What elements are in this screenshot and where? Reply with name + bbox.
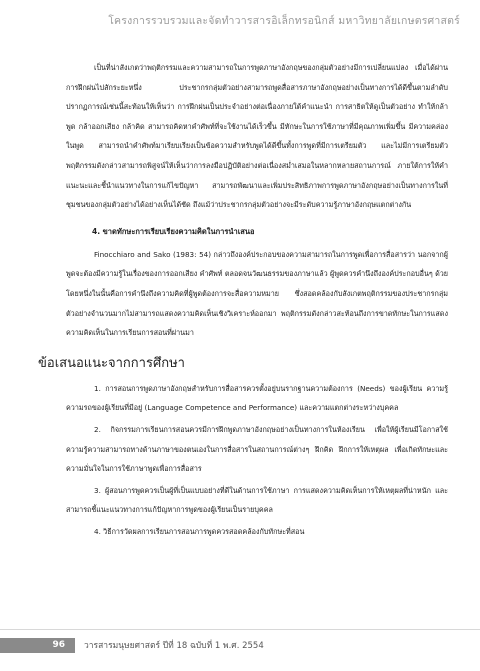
page-content xyxy=(38,58,448,543)
section-title: ข้อเสนอแนะจากการศึกษา xyxy=(38,355,185,371)
subsection-heading: 4. ขาดทักษะการเรียบเรียงความคิดในการนำเสนอ xyxy=(92,226,255,236)
recommendation-item: 2. กิจกรรมการเรียนการสอนควรมีการฝึกพูดภาษาอังกฤษอย่างเป็นทางการในห้องเรียน เพื่อให้ผู้เรียนมีโอกาสใช้ความรู้ความสามารถทางด้านภาษาของตนเองในการสื่อสารในสถานการณ์ต่างๆ ฝึกคิด ฝึกการให้เหตุผล เพื่อเกิดทักษะและความมั่นใจในการใช้ภาษาพูดเพื่อการสื่อสาร xyxy=(66,424,448,474)
page-footer xyxy=(0,629,480,652)
recommendation-item: 3. ผู้สอนการพูดควรเป็นผู้ที่เป็นแบบอย่างที่ดีในด้านการใช้ภาษา การแสดงความคิดเห็นการให้เหตุผลที่น่าหนัก และสามารถชี้แนะแนวทางการแก้ปัญหาการพูดของผู้เรียนเป็นรายบุคคล xyxy=(66,485,448,515)
recommendation-item: 4. วิธีการวัดผลการเรียนการสอนการพูดควรสอดคล้องกับทักษะที่สอน xyxy=(94,526,305,536)
body-paragraph-2: Finocchiaro and Sako (1983: 54) กล่าวถึงองค์ประกอบของความสามารถในการพูดเพื่อการสื่อสารว่า นอกจากผู้พูดจะต้องมีความรู้ในเรื่องของการออกเสียง คำศัพท์ ตลอดจนวัฒนธรรมของภาษาแล้ว ผู้พูดควรคำนึงถึงองค์ประกอบอื่นๆ ด้วย โดยหนึ่งในนั้นคือการคำนึงถึงความคิดที่ผู้พูดต้องการจะสื่อความหมาย ซึ่งสอดคล้องกับสังเกตพฤติกรรมของประชากรกลุ่มตัวอย่างจำนวนมากไม่สามารถแสดงความคิดเห็นเชิงวิเคราะห์ออกมา พฤติกรรมดังกล่าวสะท้อนถึงการขาดทักษะในการแสดงความคิดเห็นในการเรียนการสอนที่ผ่านมา xyxy=(66,249,448,338)
running-header: โครงการรวบรวมและจัดทำวารสารอิเล็กทรอนิกส์ มหาวิทยาลัยเกษตรศาสตร์ xyxy=(108,15,460,27)
journal-citation: วารสารมนุษยศาสตร์ ปีที่ 18 ฉบับที่ 1 พ.ศ. 2554 xyxy=(84,641,264,651)
body-paragraph-1: เป็นที่น่าสังเกตว่าพฤติกรรมและความสามารถในการพูดภาษาอังกฤษของกลุ่มตัวอย่างมีการเปลี่ยนแปลง เมื่อได้ผ่านการฝึกฝนไปสักระยะหนึ่ง ประชากรกลุ่มตัวอย่างสามารถพูดสื่อสารภาษาอังกฤษอย่างเป็นทางการได้ดีขึ้นตามลำดับ ปรากฏการณ์เช่นนี้สะท้อนให้เห็นว่า การฝึกฝนเป็นประจำอย่างต่อเนื่องภายใต้คำแนะนำ การสาธิตให้ดูเป็นตัวอย่าง ทำให้กล้าพูด กล้าออกเสียง กล้าคิด สามารถคิดหาคำศัพท์ที่จะใช้งานได้เร็วขึ้น มีทักษะในการใช้ภาษาที่มีคุณภาพเพิ่มขึ้น มีความคล่องในพูด สามารถนำคำศัพท์มาเรียบเรียงเป็นข้อความสำหรับพูดได้ดีขึ้นทั้งการพูดที่มีการเตรียมตัว และไม่มีการเตรียมตัว พฤติกรรมดังกล่าวสามารถพิสูจน์ให้เห็นว่าการลงมือปฏิบัติอย่างต่อเนื่องสม่ำเสมอในหลากหลายสถานการณ์ ภายใต้การให้คำแนะนะและชี้นำแนวทางในการแก้ไขปัญหา สามารถพัฒนาและเพิ่มประสิทธิภาพการพูดภาษาอังกฤษอย่างเป็นทางการในที่ชุมชนของกลุ่มตัวอย่างได้อย่างเห็นได้ชัด ถึงแม้ว่าประชากรกลุ่มตัวอย่างจะมีระดับความรู้ภาษาอังกฤษแตกต่างกัน xyxy=(66,63,448,210)
recommendation-list xyxy=(66,379,448,542)
recommendation-item: 1. การสอนการพูดภาษาอังกฤษสำหรับการสื่อสารควรตั้งอยู่บนรากฐานความต้องการ (Needs) ของผู้เรียน ความรู้ความรถของผู้เรียนที่มีอยู่ (Language Competence and Performance) และความแตกต่างระหว่างบุคคล xyxy=(66,383,448,413)
page-number: 96 xyxy=(0,638,75,653)
